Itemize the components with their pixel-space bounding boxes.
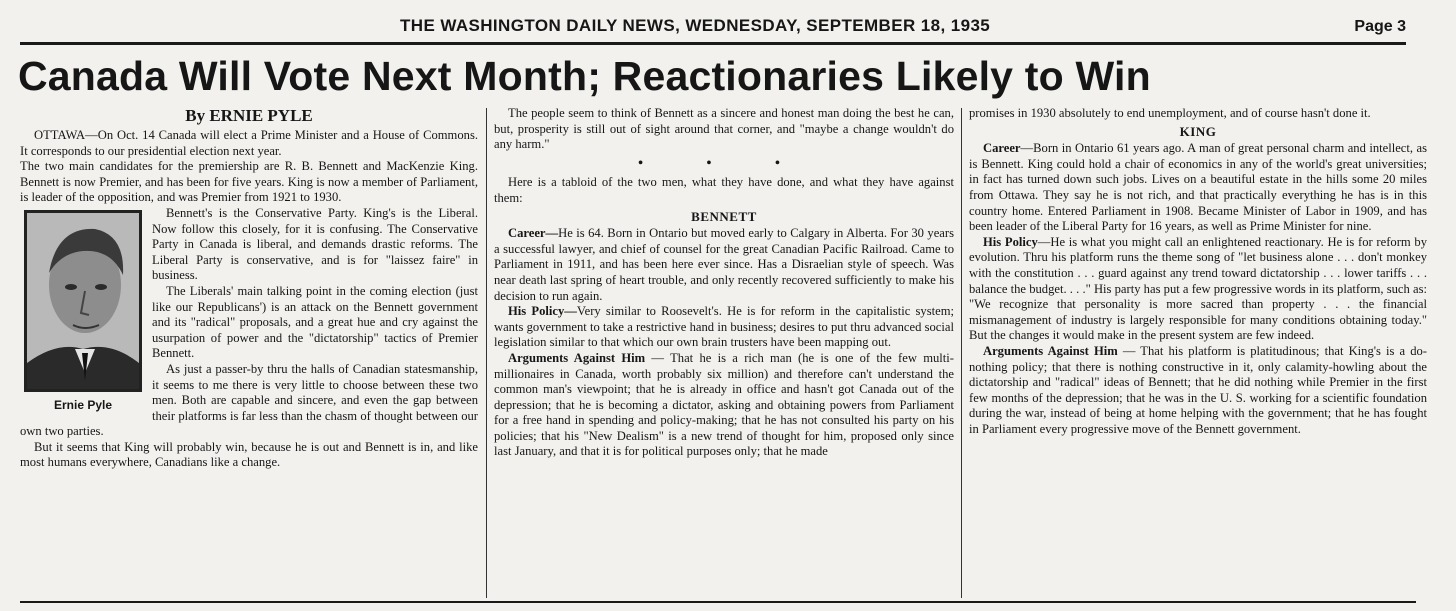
column-divider — [961, 108, 962, 598]
paragraph-text: —Born in Ontario 61 years ago. A man of great personal charm and intellect, as is Bennett. King could hold a chair of economics in any of the world's great universities; in fact has turned down such jobs. Lives on a beautiful estate in the hills some 20 miles from Ottawa. They say he is not rich, and that practically everything he has is in this country home. Entered Parliament in 1908. Became Minister of Labor in 1909, and has been leader of the Liberal Party for 16 years, as well as Prime Minister for nine. — [969, 141, 1427, 234]
paragraph: The two main candidates for the premiership are R. B. Bennett and MacKenzie King. Bennett is now Premier, and has been for five years. King is now a member of Parliament, is leader of the opposition, and was Premier from 1921 to 1930. — [20, 159, 478, 205]
byline: By ERNIE PYLE — [185, 106, 313, 125]
lead-in: Arguments Against Him — [983, 343, 1118, 358]
portrait-illustration — [27, 213, 139, 389]
paragraph-text: — That he is a rich man (he is one of the few multi-millionaires in Canada, worth probably six million) and therefore can't understand the common man's viewpoint; that he is already in office and hasn't got Canada out of the depression; that he is becoming a dictator, asking and obtaining powers from Parliament for a free hand in spending and policy-making; that he has not consulted his party on his policies; that his "New Dealism" is a new trend of thought for him, proposed only since last January, and that it is for political purposes only; that he made — [494, 350, 954, 459]
article-column-3 — [969, 106, 1427, 437]
column-divider — [486, 108, 487, 598]
paragraph: promises in 1930 absolutely to end unemployment, and of course hasn't done it. — [969, 106, 1371, 120]
paragraph: Bennett's is the Conservative Party. King's is the Liberal. Now follow this closely, for it is confusing. The Conservative Party in Canada is liberal, and demands drastic reforms. The Liberal Party is conservative, and is for "laissez faire" in business. — [152, 205, 478, 283]
paragraph — [494, 226, 954, 304]
paragraph — [969, 344, 1427, 438]
lead-in: Career — [983, 141, 1021, 156]
article-column-1 — [20, 106, 478, 471]
paragraph: As just a passer-by thru the halls of Canadian statesmanship, it seems to me there is very little to choose between these two men. Both are capable and sincere, and even the gap between their platforms is far less than the chasm of thought between our own two parties. — [20, 361, 478, 439]
section-heading-bennett: BENNETT — [691, 208, 757, 224]
lead-in: Career— — [508, 226, 559, 241]
portrait-image — [24, 210, 142, 392]
paragraph: But it seems that King will probably win, because he is out and Bennett is in, and like most humans everywhere, Canadians like a change. — [20, 439, 478, 470]
section-dots: • • • — [638, 155, 810, 171]
bottom-rule — [20, 601, 1416, 603]
paragraph-text: Very similar to Roosevelt's. He is for reform in the capitalistic system; wants government to take a restrictive hand in business; desires to put thru advanced social legislation similar to that which our own brain trusters have been mapping out. — [494, 304, 954, 350]
page-number: Page 3 — [1354, 18, 1406, 35]
photo-caption: Ernie Pyle — [53, 397, 113, 412]
paragraph-text: —He is what you might call an enlightened reactionary. He is for reform by evolution. Thru his platform runs the theme song of "let business alone . . . don't monkey with the constitution . . . guard against any trend toward dictatorship . . . lower tariffs . . . balance the budget. . . ." His party has put a few progressive words in its platform, such as: "We recognize that personality is more sacred than property . . . the financial mismanagement of industry is largely responsible for many conditions obtaining today." But the changes it would make in the present system are few indeed. — [969, 234, 1427, 343]
paragraph — [494, 304, 954, 351]
paragraph-text: — That his platform is platitudinous; that King's is a do-nothing policy; that there is nothing constructive in it, only calamity-howling about the dictatorship and "radical" ideas of Bennett; that he did nothing while Premier in the first few months of the depression; that he was in the U. S. working for a scientific foundation during the war, instead of being at home helping with the government; that he has fought in Parliament every progressive move of the Bennett government. — [969, 343, 1428, 436]
lead-in: His Policy— — [508, 304, 577, 319]
section-heading-king: KING — [1179, 123, 1217, 139]
paragraph — [969, 141, 1427, 235]
publication-line: THE WASHINGTON DAILY NEWS, WEDNESDAY, SEPTEMBER 18, 1935 — [400, 16, 991, 35]
article-column-2 — [494, 106, 954, 460]
lead-in: Arguments Against Him — [508, 350, 646, 365]
masthead — [20, 12, 1406, 42]
paragraph: The people seem to think of Bennett as a sincere and honest man doing the best he can, but, prosperity is still out of sight around that corner, and "maybe a change wouldn't do any harm." — [494, 106, 954, 152]
lead-in: His Policy — [983, 234, 1038, 249]
author-photo — [24, 210, 142, 414]
paragraph — [969, 235, 1427, 344]
paragraph: Here is a tabloid of the two men, what they have done, and what they have against them: — [494, 175, 954, 205]
headline: Canada Will Vote Next Month; Reactionaries Likely to Win — [18, 53, 1151, 99]
paragraph-text: He is 64. Born in Ontario but moved early to Calgary in Alberta. For 30 years a successful lawyer, and chief of counsel for the great Canadian Pacific Railroad. Came to Parliament in 1911, and has been here ever since. Has a Disraelian style of speech. Was near death last spring of heart trouble, and only recently recovered sufficiently to make his decision to run again. — [494, 226, 954, 303]
top-rule — [20, 42, 1406, 45]
paragraph: OTTAWA—On Oct. 14 Canada will elect a Prime Minister and a House of Commons. It corresponds to our presidential election next year. — [20, 128, 478, 158]
paragraph — [494, 351, 954, 460]
paragraph: The Liberals' main talking point in the coming election (just like our Republicans') is an attack on the Bennett government and its "radical" proposals, and a great hue and cry against the usurpation of power and the "dictatorship" tactics of Premier Bennett. — [152, 283, 478, 361]
